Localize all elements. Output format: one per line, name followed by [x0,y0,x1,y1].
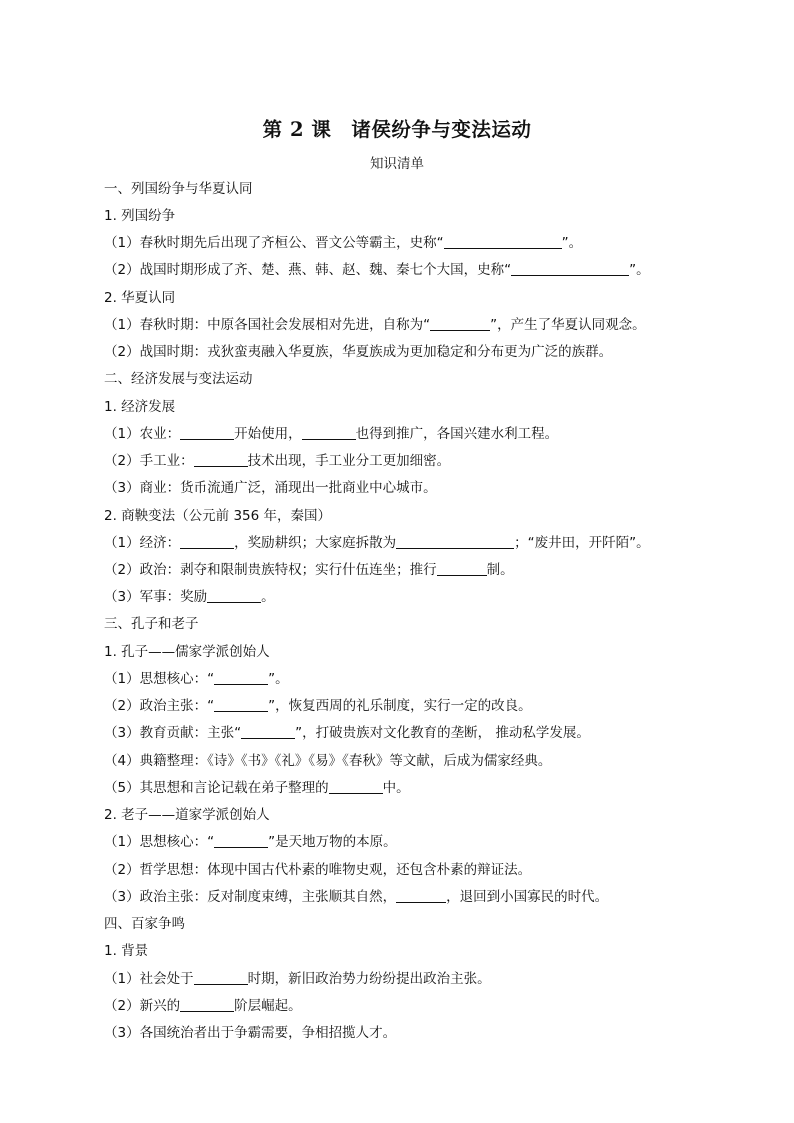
item-text: （1）经济： [104,535,181,551]
fill-blank[interactable] [214,697,268,712]
fill-blank[interactable] [214,670,268,685]
fill-blank[interactable] [180,534,234,549]
fill-blank[interactable] [207,588,261,603]
item-text: 制。 [486,562,514,578]
item-text: 中。 [382,780,410,796]
section-heading-1: 一、列国纷争与华夏认同 [104,181,253,197]
item-line-11 [104,669,289,689]
item-text: 开始使用， [234,426,302,442]
fill-blank[interactable] [180,425,234,440]
item-text: ；“废井田，开阡陌”。 [514,535,650,551]
item-line-4: （2）战国时期：戎狄蛮夷融入华夏族，华夏族成为更加稳定和分布更为广泛的族群。 [104,344,613,360]
fill-blank[interactable] [194,970,248,985]
item-line-2 [104,260,650,280]
item-line-8 [104,533,650,553]
item-text: （3）军事：奖励 [104,589,208,605]
fill-blank[interactable] [180,997,234,1012]
item-text: ”。 [561,235,583,251]
item-text: （2）政治主张：“ [104,698,215,714]
subsection-heading-1-1: 1. 列国纷争 [104,208,176,224]
item-line-1 [104,233,582,253]
item-line-12 [104,696,532,716]
item-text: （2）手工业： [104,453,194,469]
item-text: （2）战国时期形成了齐、楚、燕、韩、赵、魏、秦七个大国，史称“ [104,262,512,278]
subsection-heading-2-1: 1. 经济发展 [104,399,176,415]
subsection-heading-2-2: 2. 商鞅变法（公元前 356 年，秦国） [104,508,332,524]
item-text: （2）政治：剥夺和限制贵族特权；实行什伍连坐；推行 [104,562,437,578]
item-line-3 [104,315,646,335]
item-line-18 [104,887,608,907]
fill-blank[interactable] [437,561,487,576]
item-line-13 [104,723,590,743]
item-text: ”，恢复西周的礼乐制度，实行一定的改良。 [268,698,532,714]
item-text: ，退回到小国寡民的时代。 [446,889,609,905]
fill-blank[interactable] [396,888,446,903]
item-text: 阶层崛起。 [234,998,302,1014]
item-text: ”，产生了华夏认同观念。 [490,317,646,333]
item-line-10 [104,587,275,607]
item-text: ”是天地万物的本原。 [268,834,397,850]
fill-blank[interactable] [396,534,514,549]
item-text: ”，打破贵族对文化教育的垄断， 推动私学发展。 [295,725,590,741]
item-text: ，奖励耕织；大家庭拆散为 [234,535,397,551]
subsection-heading-3-2: 2. 老子——道家学派创始人 [104,807,270,823]
item-line-20 [104,996,302,1016]
fill-blank[interactable] [444,234,562,249]
subsection-heading-1-2: 2. 华夏认同 [104,290,176,306]
fill-blank[interactable] [302,425,356,440]
item-line-15 [104,778,410,798]
item-text: （1）思想核心：“ [104,671,215,687]
item-text: 时期，新旧政治势力纷纷提出政治主张。 [247,971,491,987]
item-text: （2）新兴的 [104,998,181,1014]
fill-blank[interactable] [511,261,629,276]
fill-blank[interactable] [194,452,248,467]
item-text: （5）其思想和言论记载在弟子整理的 [104,780,329,796]
item-text: （3）教育贡献：主张“ [104,725,242,741]
knowledge-list-subtitle: 知识清单 [370,156,424,172]
item-line-9 [104,560,514,580]
item-line-7: （3）商业：货币流通广泛，涌现出一批商业中心城市。 [104,480,437,496]
section-heading-3: 三、孔子和老子 [104,616,199,632]
item-text: （1）农业： [104,426,181,442]
item-text: 也得到推广，各国兴建水利工程。 [355,426,559,442]
fill-blank[interactable] [214,833,268,848]
item-text: （3）政治主张：反对制度束缚，主张顺其自然， [104,889,397,905]
item-line-17: （2）哲学思想：体现中国古代朴素的唯物史观，还包含朴素的辩证法。 [104,862,532,878]
item-text: （1）春秋时期先后出现了齐桓公、晋文公等霸主，史称“ [104,235,444,251]
item-text: （1）思想核心：“ [104,834,215,850]
section-heading-4: 四、百家争鸣 [104,916,185,932]
lesson-title: 第 2 课 诸侯纷争与变法运动 [262,118,532,141]
item-line-14: （4）典籍整理：《诗》《书》《礼》《易》《春秋》等文献，后成为儒家经典。 [104,753,552,769]
subsection-heading-4-1: 1. 背景 [104,943,149,959]
item-text: （1）社会处于 [104,971,194,987]
item-line-21: （3）各国统治者出于争霸需要，争相招揽人才。 [104,1025,397,1041]
item-line-16 [104,832,397,852]
fill-blank[interactable] [241,724,295,739]
item-line-5 [104,424,558,444]
fill-blank[interactable] [430,316,490,331]
item-text: 技术出现，手工业分工更加细密。 [247,453,451,469]
item-line-19 [104,969,491,989]
subsection-heading-3-1: 1. 孔子——儒家学派创始人 [104,644,270,660]
fill-blank[interactable] [329,779,383,794]
item-text: （1）春秋时期：中原各国社会发展相对先进，自称为“ [104,317,431,333]
item-line-6 [104,451,450,471]
item-text: ”。 [629,262,650,278]
item-text: 。 [261,589,275,605]
item-text: ”。 [268,671,289,687]
section-heading-2: 二、经济发展与变法运动 [104,371,253,387]
